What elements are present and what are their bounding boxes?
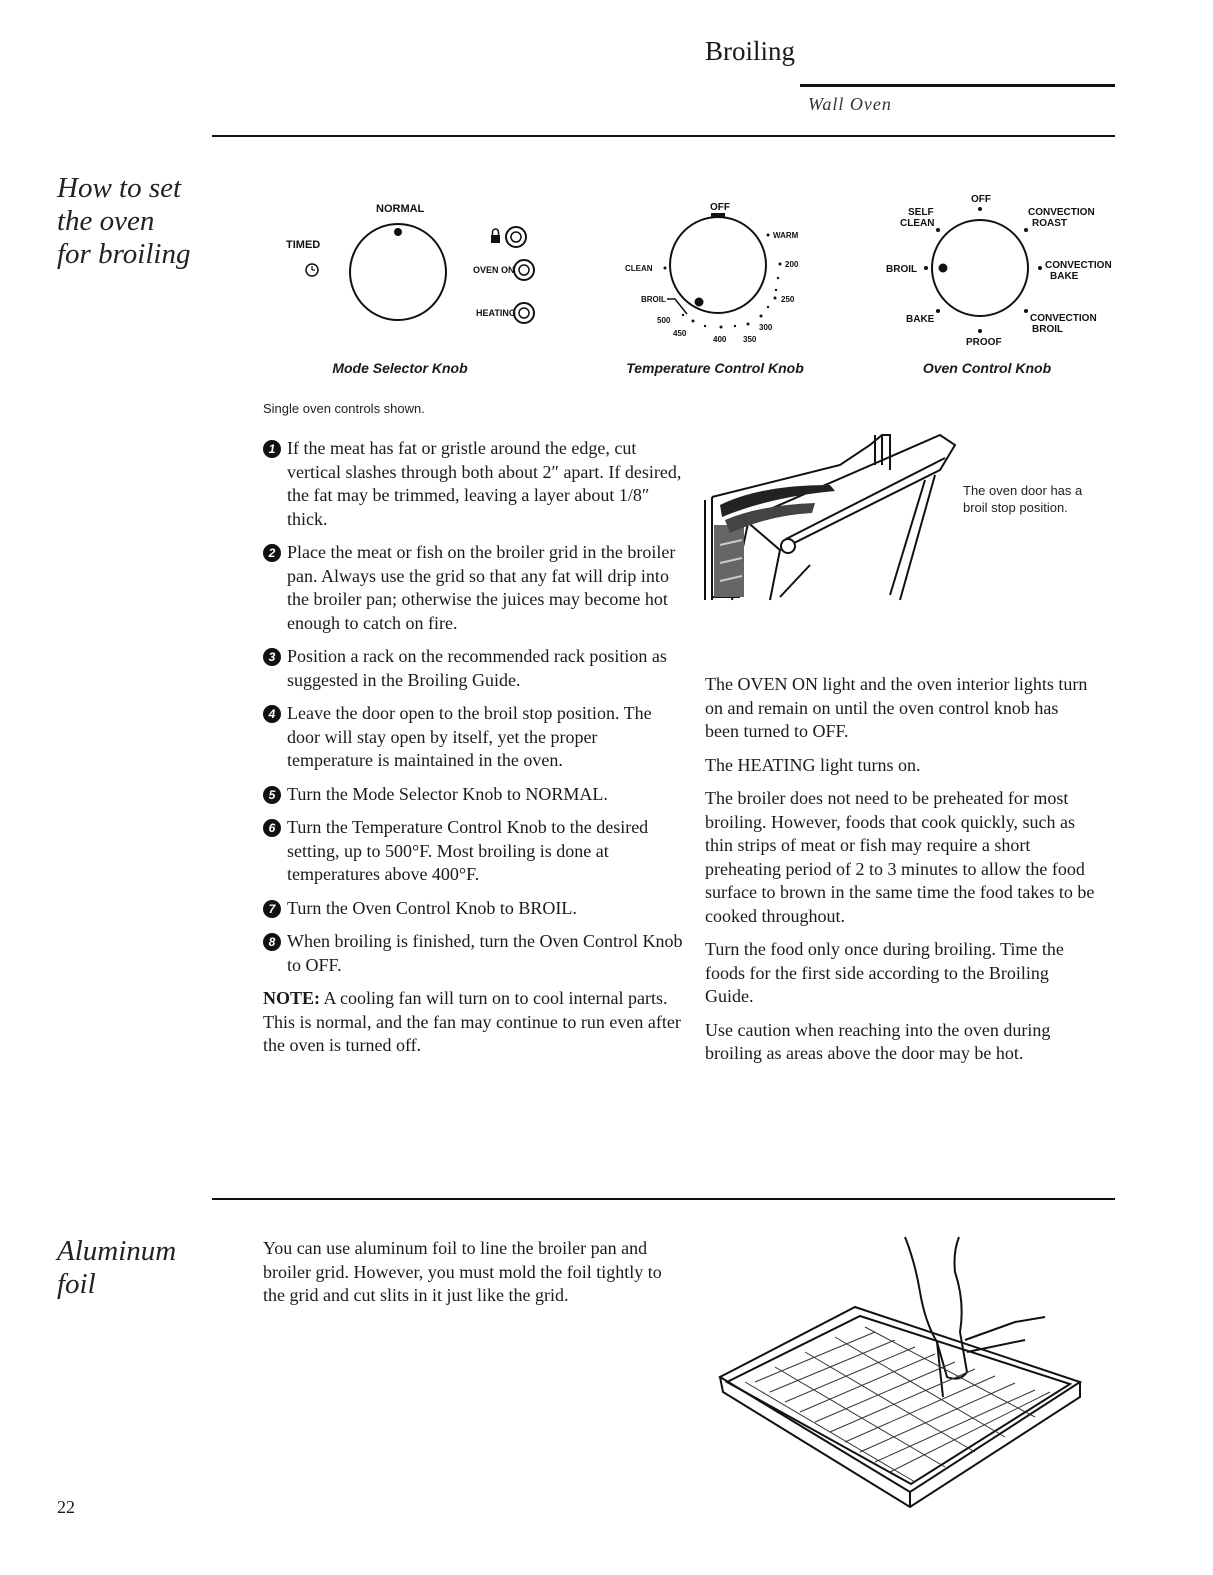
knob-label-convection-roast-2: ROAST [1032, 218, 1067, 229]
paragraph: Use caution when reaching into the oven during broiling as areas above the door may be hot. [705, 1019, 1051, 1063]
knob-label-off: OFF [710, 202, 730, 213]
step-item [263, 897, 683, 921]
step-number: 1 [263, 440, 281, 458]
knob-pointer-dot [394, 228, 402, 236]
step-number: 6 [263, 819, 281, 837]
knob-label-convection-broil-2: BROIL [1032, 324, 1064, 335]
door-caption: The oven door has a broil stop position. [963, 483, 1083, 515]
lock-indicator-light [506, 227, 526, 247]
knob-label-warm: WARM [773, 231, 799, 240]
paragraph: The HEATING light turns on. [705, 754, 921, 775]
knob-label-200: 200 [785, 260, 799, 269]
note-text: A cooling fan will turn on to cool internal parts. This is normal, and the fan may continue to run even after the oven is turned off. [263, 988, 681, 1055]
step-text: Turn the Mode Selector Knob to NORMAL. [287, 783, 608, 804]
knob-label-proof: PROOF [966, 337, 1002, 348]
heading-line: Aluminum [57, 1235, 177, 1267]
step-text: Turn the Oven Control Knob to BROIL. [287, 897, 577, 918]
step-item [263, 541, 683, 635]
heating-indicator-light [514, 303, 534, 323]
knob-label-oven-on: OVEN ON [473, 265, 515, 275]
step-item [263, 437, 683, 531]
step-text: Leave the door open to the broil stop position. The door will stay open by itself, yet the proper temperature is maintained in the oven. [287, 703, 652, 770]
mode-knob-dial [350, 224, 446, 320]
broiling-info-column [705, 673, 1095, 1076]
knob-pointer-dot [939, 264, 948, 273]
controls-note: Single oven controls shown. [263, 401, 425, 416]
knob-label-clean: CLEAN [625, 264, 653, 273]
step-number: 3 [263, 648, 281, 666]
step-text: Position a rack on the recommended rack position as suggested in the Broiling Guide. [287, 646, 667, 690]
step-item [263, 930, 683, 977]
step-item [263, 816, 683, 887]
knob-label-self: SELF [908, 207, 934, 218]
section-divider [212, 1198, 1115, 1200]
heading-line: foil [57, 1268, 96, 1300]
paragraph: Turn the food only once during broiling. Time the foods for the first side according to the Broiling Guide. [705, 939, 1064, 1006]
knob-label-clean: CLEAN [900, 218, 935, 229]
knob-label-convection-bake-2: BAKE [1050, 271, 1079, 282]
broiling-steps [263, 437, 683, 1058]
heading-line: the oven [57, 205, 155, 237]
lock-icon [491, 229, 500, 243]
knob-label-broil: BROIL [886, 264, 918, 275]
heading-line: How to set [57, 172, 182, 204]
aluminum-foil-text: You can use aluminum foil to line the broiler pan and broiler grid. However, you must mold the foil tightly to the grid and cut slits in it just like the grid. [263, 1238, 662, 1305]
paragraph: The OVEN ON light and the oven interior lights turn on and remain on until the oven control knob has been turned to OFF. [705, 674, 1088, 741]
page-subtitle: Wall Oven [808, 94, 892, 114]
mode-selector-knob-illustration [270, 190, 570, 340]
clock-icon [306, 264, 318, 276]
step-number: 7 [263, 900, 281, 918]
temperature-control-knob-illustration [615, 190, 825, 350]
step-number: 2 [263, 544, 281, 562]
oven-door-illustration [700, 425, 960, 605]
heading-line: for broiling [57, 238, 191, 270]
knob-label-convection-bake-1: CONVECTION [1045, 260, 1112, 271]
knob-label-normal: NORMAL [376, 203, 425, 215]
knob-label-broil: BROIL [641, 295, 666, 304]
knob-label-500: 500 [657, 316, 671, 325]
temperature-control-caption: Temperature Control Knob [626, 360, 804, 376]
step-number: 5 [263, 786, 281, 804]
section-heading-broiling [57, 172, 190, 271]
oven-control-caption: Oven Control Knob [922, 360, 1052, 376]
knob-label-convection-roast-1: CONVECTION [1028, 207, 1095, 218]
knob-label-off: OFF [971, 194, 991, 205]
oven-control-knob-illustration [880, 190, 1112, 350]
knob-label-bake: BAKE [906, 314, 935, 325]
knob-label-250: 250 [781, 295, 795, 304]
page-title: Broiling [704, 36, 795, 66]
step-item [263, 702, 683, 773]
knob-label-450: 450 [673, 329, 687, 338]
header-rule [800, 84, 1115, 87]
step-item [263, 783, 683, 807]
step-number: 4 [263, 705, 281, 723]
step-text: Place the meat or fish on the broiler grid in the broiler pan. Always use the grid so that any fat will drip into the broiler pan; otherwise the juices may become hot enough to catch on fire. [287, 542, 676, 633]
knob-label-timed: TIMED [286, 239, 321, 251]
step-number: 8 [263, 933, 281, 951]
broiler-pan-foil-illustration [715, 1232, 1105, 1532]
paragraph: The broiler does not need to be preheated for most broiling. However, foods that cook quickly, such as thin strips of meat or fish may require a short preheating period of 2 to 3 minutes to allow the food surface to brown in the same time the food takes to be cooked throughout. [705, 788, 1095, 926]
step-item [263, 645, 683, 692]
step-text: If the meat has fat or gristle around the edge, cut vertical slashes through both about 2″ apart. If desired, the fat may be trimmed, leaving a layer about 1/8″ thick. [287, 438, 682, 529]
mode-selector-caption: Mode Selector Knob [332, 360, 468, 376]
note-label: NOTE: [263, 988, 321, 1008]
knob-pointer-dot [695, 298, 704, 307]
knob-label-350: 350 [743, 335, 757, 344]
knob-label-300: 300 [759, 323, 773, 332]
step-text: When broiling is finished, turn the Oven Control Knob to OFF. [287, 931, 683, 975]
cooling-fan-note [263, 987, 683, 1058]
page-number: 22 [57, 1497, 75, 1517]
knob-label-400: 400 [713, 335, 727, 344]
temperature-knob-dial [670, 217, 766, 313]
section-heading-aluminum-foil [57, 1235, 176, 1301]
knob-label-heating: HEATING [476, 308, 516, 318]
knob-label-convection-broil-1: CONVECTION [1030, 313, 1097, 324]
section-divider [212, 135, 1115, 137]
step-text: Turn the Temperature Control Knob to the desired setting, up to 500°F. Most broiling is done at temperatures above 400°F. [287, 817, 649, 884]
oven-on-indicator-light [514, 260, 534, 280]
